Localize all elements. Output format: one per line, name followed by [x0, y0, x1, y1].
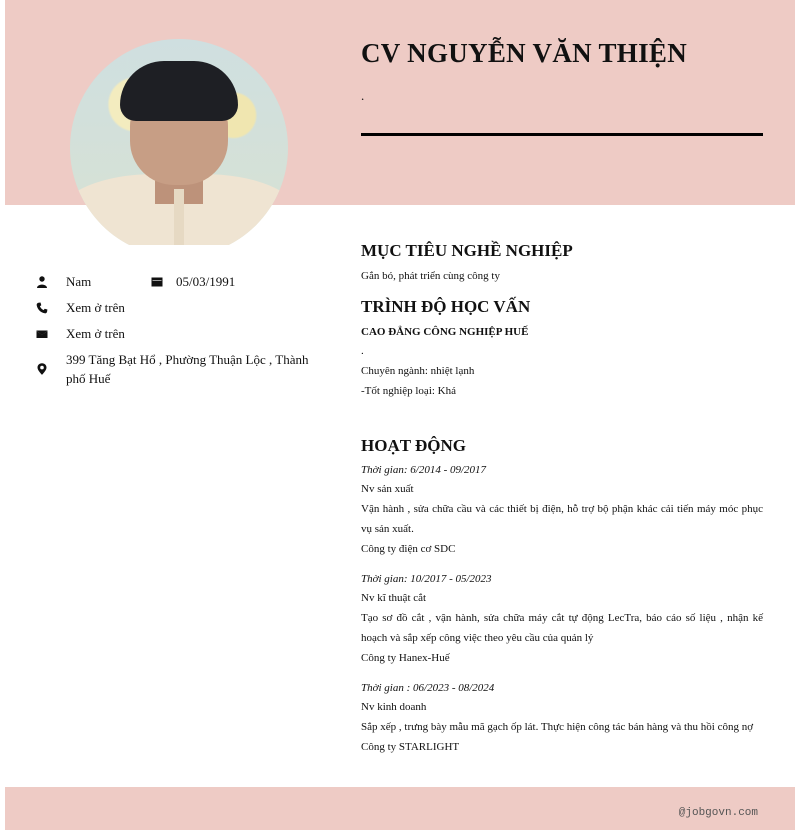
- email: Xem ở trên: [66, 326, 125, 341]
- gender-dob-row: [35, 272, 325, 291]
- date-of-birth: 05/03/1991: [176, 274, 236, 289]
- activity-company: Công ty Hanex-Huế: [361, 652, 450, 664]
- activity-role: Nv kĩ thuật cắt: [361, 592, 427, 604]
- education-major: Chuyên ngành: nhiệt lạnh: [361, 365, 475, 377]
- career-objective-section: [361, 240, 763, 286]
- activity-description: Sắp xếp , trưng bày mẫu mã gạch ốp lát. Thực hiện công tác bán hàng và thu hồi công nợ: [361, 721, 754, 733]
- education-grade: -Tốt nghiệp loại: Khá: [361, 385, 457, 397]
- activity-time: Thời gian: 6/2014 - 09/2017: [361, 464, 487, 476]
- education-section: [361, 296, 763, 401]
- title-divider: [361, 133, 763, 136]
- profile-photo: [70, 39, 288, 245]
- gender: Nam: [66, 274, 92, 289]
- address-row: [35, 350, 325, 388]
- activity-time: Thời gian : 06/2023 - 08/2024: [361, 682, 495, 694]
- phone: Xem ở trên: [66, 300, 125, 315]
- cv-title: CV NGUYỄN VĂN THIỆN: [361, 38, 688, 68]
- activity-item: [361, 461, 763, 559]
- person-icon: [35, 272, 49, 291]
- footer-band: [5, 787, 795, 830]
- phone-row: [35, 298, 325, 317]
- location-pin-icon: [35, 350, 49, 388]
- phone-icon: [35, 298, 49, 317]
- activity-company: Công ty điện cơ SDC: [361, 543, 456, 555]
- profile-photo-frame: [70, 39, 288, 245]
- calendar-icon: [150, 272, 164, 291]
- objective-heading: MỤC TIÊU NGHỀ NGHIỆP: [361, 241, 573, 260]
- activity-description: Vận hành , sửa chữa cầu và các thiết bị điện, hỗ trợ bộ phận khác cải tiến máy móc phục vụ sản xuất.: [361, 503, 763, 535]
- footer-watermark: @jobgovn.com: [678, 807, 758, 819]
- activity-time: Thời gian: 10/2017 - 05/2023: [361, 573, 492, 585]
- activity-company: Công ty STARLIGHT: [361, 741, 460, 753]
- activity-description: Tạo sơ đồ cắt , vận hành, sửa chữa máy cắt tự động LecTra, báo cáo số liệu , nhận kế hoạch và sắp xếp công việc theo yêu cầu của quản lý: [361, 612, 763, 644]
- cv-subtitle: .: [361, 88, 365, 103]
- main-content: [361, 240, 763, 757]
- contact-info: [35, 272, 325, 395]
- address: 399 Tăng Bạt Hổ , Phường Thuận Lộc , Thành phố Huế: [66, 352, 309, 386]
- activity-item: [361, 679, 763, 757]
- activity-role: Nv sản xuất: [361, 483, 414, 495]
- envelope-icon: [35, 324, 49, 343]
- activity-item: [361, 570, 763, 668]
- activities-section: [361, 435, 763, 757]
- objective-text: Gắn bó, phát triển cùng công ty: [361, 270, 500, 282]
- school-name: CAO ĐẲNG CÔNG NGHIỆP HUẾ: [361, 326, 529, 338]
- activities-heading: HOẠT ĐỘNG: [361, 436, 467, 455]
- education-dot: .: [361, 345, 364, 357]
- education-heading: TRÌNH ĐỘ HỌC VẤN: [361, 297, 531, 316]
- activity-role: Nv kinh doanh: [361, 701, 427, 713]
- email-row: [35, 324, 325, 343]
